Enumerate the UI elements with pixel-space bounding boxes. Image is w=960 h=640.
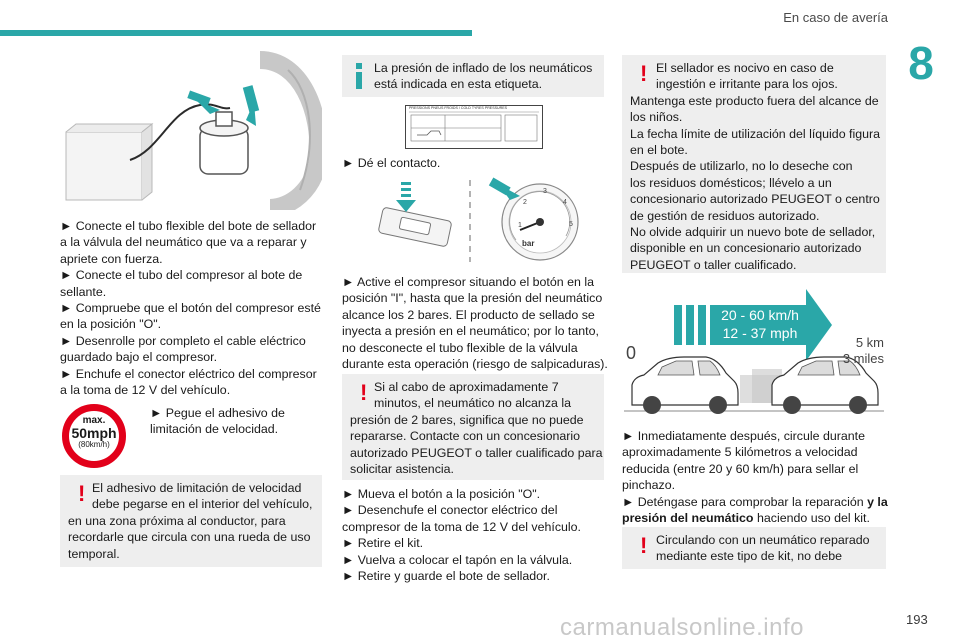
warning-line: presión de 2 bares, significa que no puede [350,412,584,427]
warning-line: El sellador es nocivo en caso de [656,61,834,75]
stop-step-bold: y la [867,494,888,509]
info-line: La presión de inflado de los neumáticos [374,61,593,75]
warning-line: Circulando con un neumático reparado [656,533,870,547]
sticker-mph: 50mph [71,425,117,441]
sticker-kmh: (80km/h) [78,440,110,449]
step-line: ► Mueva el botón a la posición "O". [342,487,541,501]
warning-line: repararse. Contacte con un concesionario [350,429,581,444]
warning-line: La fecha límite de utilización del líquido figura [630,126,881,141]
warning-line: ingestión e irritante para los ojos. [656,77,838,92]
step-line [622,510,886,526]
step-line: durante esta operación (riesgo de salpicaduras). [342,357,608,372]
step-line: en la posición "O". [60,317,162,332]
step-line: a la toma de 12 V del vehículo. [60,383,231,398]
step-line: ► Vuelva a colocar el tapón en la válvula. [342,552,573,567]
step-line: ► Desenrolle por completo el cable eléctrico [60,333,306,348]
distance-km-label: 5 km [855,335,884,350]
warning-icon: ! [360,380,368,405]
warning-line: El adhesivo de limitación de velocidad [92,481,302,495]
step-line: reducida (entre 20 y 60 km/h) para sellar el [622,461,859,476]
warning-line: de gestión de residuos autorizado. [630,208,820,223]
step-line: ► Inmediatamente después, circule durante [622,429,866,443]
step-line: ► Conecte el tubo flexible del bote de sellador [60,219,317,233]
step-line: ► Conecte el tubo del compresor al bote de [60,268,303,283]
warning-line: debe pegarse en el interior del vehículo, [92,497,313,512]
sticker-step [150,405,322,438]
speed-limit-sticker [62,404,126,468]
warning-line: solicitar asistencia. [350,462,454,477]
pressure-label-header: PRESSIONS PNEUS FROIDS / COLD TYRES PRESSURES [409,106,507,110]
warning-line: los residuos domésticos; llévelo a un [630,175,832,190]
warning-line: los niños. [630,110,683,125]
step-line: compresor de la toma de 12 V del vehículo. [342,519,581,534]
step-line: ► Pegue el adhesivo de [150,406,285,420]
col3-warning-box [622,55,886,273]
step-line: ► Compruebe que el botón del compresor esté [60,301,321,316]
warning-line: PEUGEOT o taller cualificado. [630,257,797,272]
tyre-pressure-label [405,105,543,149]
step-line: limitación de velocidad. [150,422,279,437]
compressor-switch-and-gauge [370,176,590,266]
section-title: En caso de avería [783,10,888,25]
step-line: ► Desenchufe el conector eléctrico del [342,503,558,518]
warning-line: en una zona próxima al conductor, para [68,513,286,528]
step-line: guardado bajo el compresor. [60,350,218,365]
warning-line: concesionario autorizado PEUGEOT o centro [630,192,880,207]
compressor-illustration [60,50,322,210]
col3-warning-box-2 [622,527,886,569]
step-line: inyecta a presión en el neumático; por lo tanto, [342,324,599,339]
chapter-number: 8 [908,37,934,89]
stop-step-bold: presión del neumático [622,511,754,526]
gauge-tick: 2 [523,199,527,206]
distance-miles-label: 3 miles [842,351,884,366]
gauge-tick: 1 [518,222,522,229]
warning-line: mediante este tipo de kit, no debe [656,549,842,564]
watermark: carmanualsonline.info [560,614,804,640]
col1-warning-box [60,475,322,567]
step-line: ► Dé el contacto. [342,156,441,170]
drive-distance-illustration [622,285,886,415]
col2-info-box [342,55,604,97]
speed-kmh-label: 20 - 60 km/h [721,307,799,323]
step-line: ► Retire el kit. [342,536,424,551]
info-icon [354,63,364,89]
gauge-tick: 4 [563,199,567,206]
stop-step-text: ► Deténgase para comprobar la reparación [622,494,864,509]
warning-line: Si al cabo de aproximadamente 7 [374,380,559,394]
warning-line: No olvide adquirir un nuevo bote de sellador, [630,225,876,240]
drive-steps [622,428,886,526]
warning-icon: ! [640,61,648,86]
final-steps [342,486,604,584]
col1-steps [60,218,322,398]
gauge-unit: bar [522,239,535,248]
page-number: 193 [906,612,928,627]
contact-step [342,155,604,171]
gauge-tick: 5 [569,221,573,228]
warning-line: disponible en un concesionario autorizado [630,241,862,256]
step-line: apriete con fuerza. [60,251,163,266]
stop-step-text: haciendo uso del kit. [756,511,870,526]
step-line: pinchazo. [622,478,676,493]
warning-icon: ! [78,481,86,506]
info-line: está indicada en esta etiqueta. [374,77,543,92]
step-line: no desconecte el tubo flexible de la válvula [342,340,578,355]
step-line: ► Retire y guarde el bote de sellador. [342,569,550,584]
step-line: alcance los 2 bares. El producto de sellado se [342,307,595,322]
step-line: posición "I", hasta que la presión del neumático [342,291,603,306]
step-line: aproximadamente 5 kilómetros a velocidad [622,445,858,460]
sticker-max: max. [82,415,106,426]
warning-line: temporal. [68,546,120,561]
warning-line: en el bote. [630,143,688,158]
col2-warning-box [342,374,604,480]
warning-icon: ! [640,533,648,558]
warning-line: Mantenga este producto fuera del alcance de [630,93,879,108]
step-line: a la válvula del neumático que va a reparar y [60,235,307,250]
compressor-steps [342,274,608,372]
step-line: ► Enchufe el conector eléctrico del compresor [60,366,317,381]
warning-line: minutos, el neumático no alcanza la [374,396,571,411]
distance-start-label: 0 [626,343,637,363]
step-line [622,494,886,510]
gauge-tick: 3 [543,188,547,195]
warning-line: Después de utilizarlo, no lo deseche con [630,159,853,174]
warning-line: recordarle que circula con una rueda de uso [68,530,311,545]
step-line: ► Active el compresor situando el botón en la [342,275,594,289]
warning-line: autorizado PEUGEOT o taller cualificado para [350,445,603,460]
speed-mph-label: 12 - 37 mph [722,325,798,341]
header-accent-bar [0,30,472,36]
step-line: sellante. [60,284,107,299]
